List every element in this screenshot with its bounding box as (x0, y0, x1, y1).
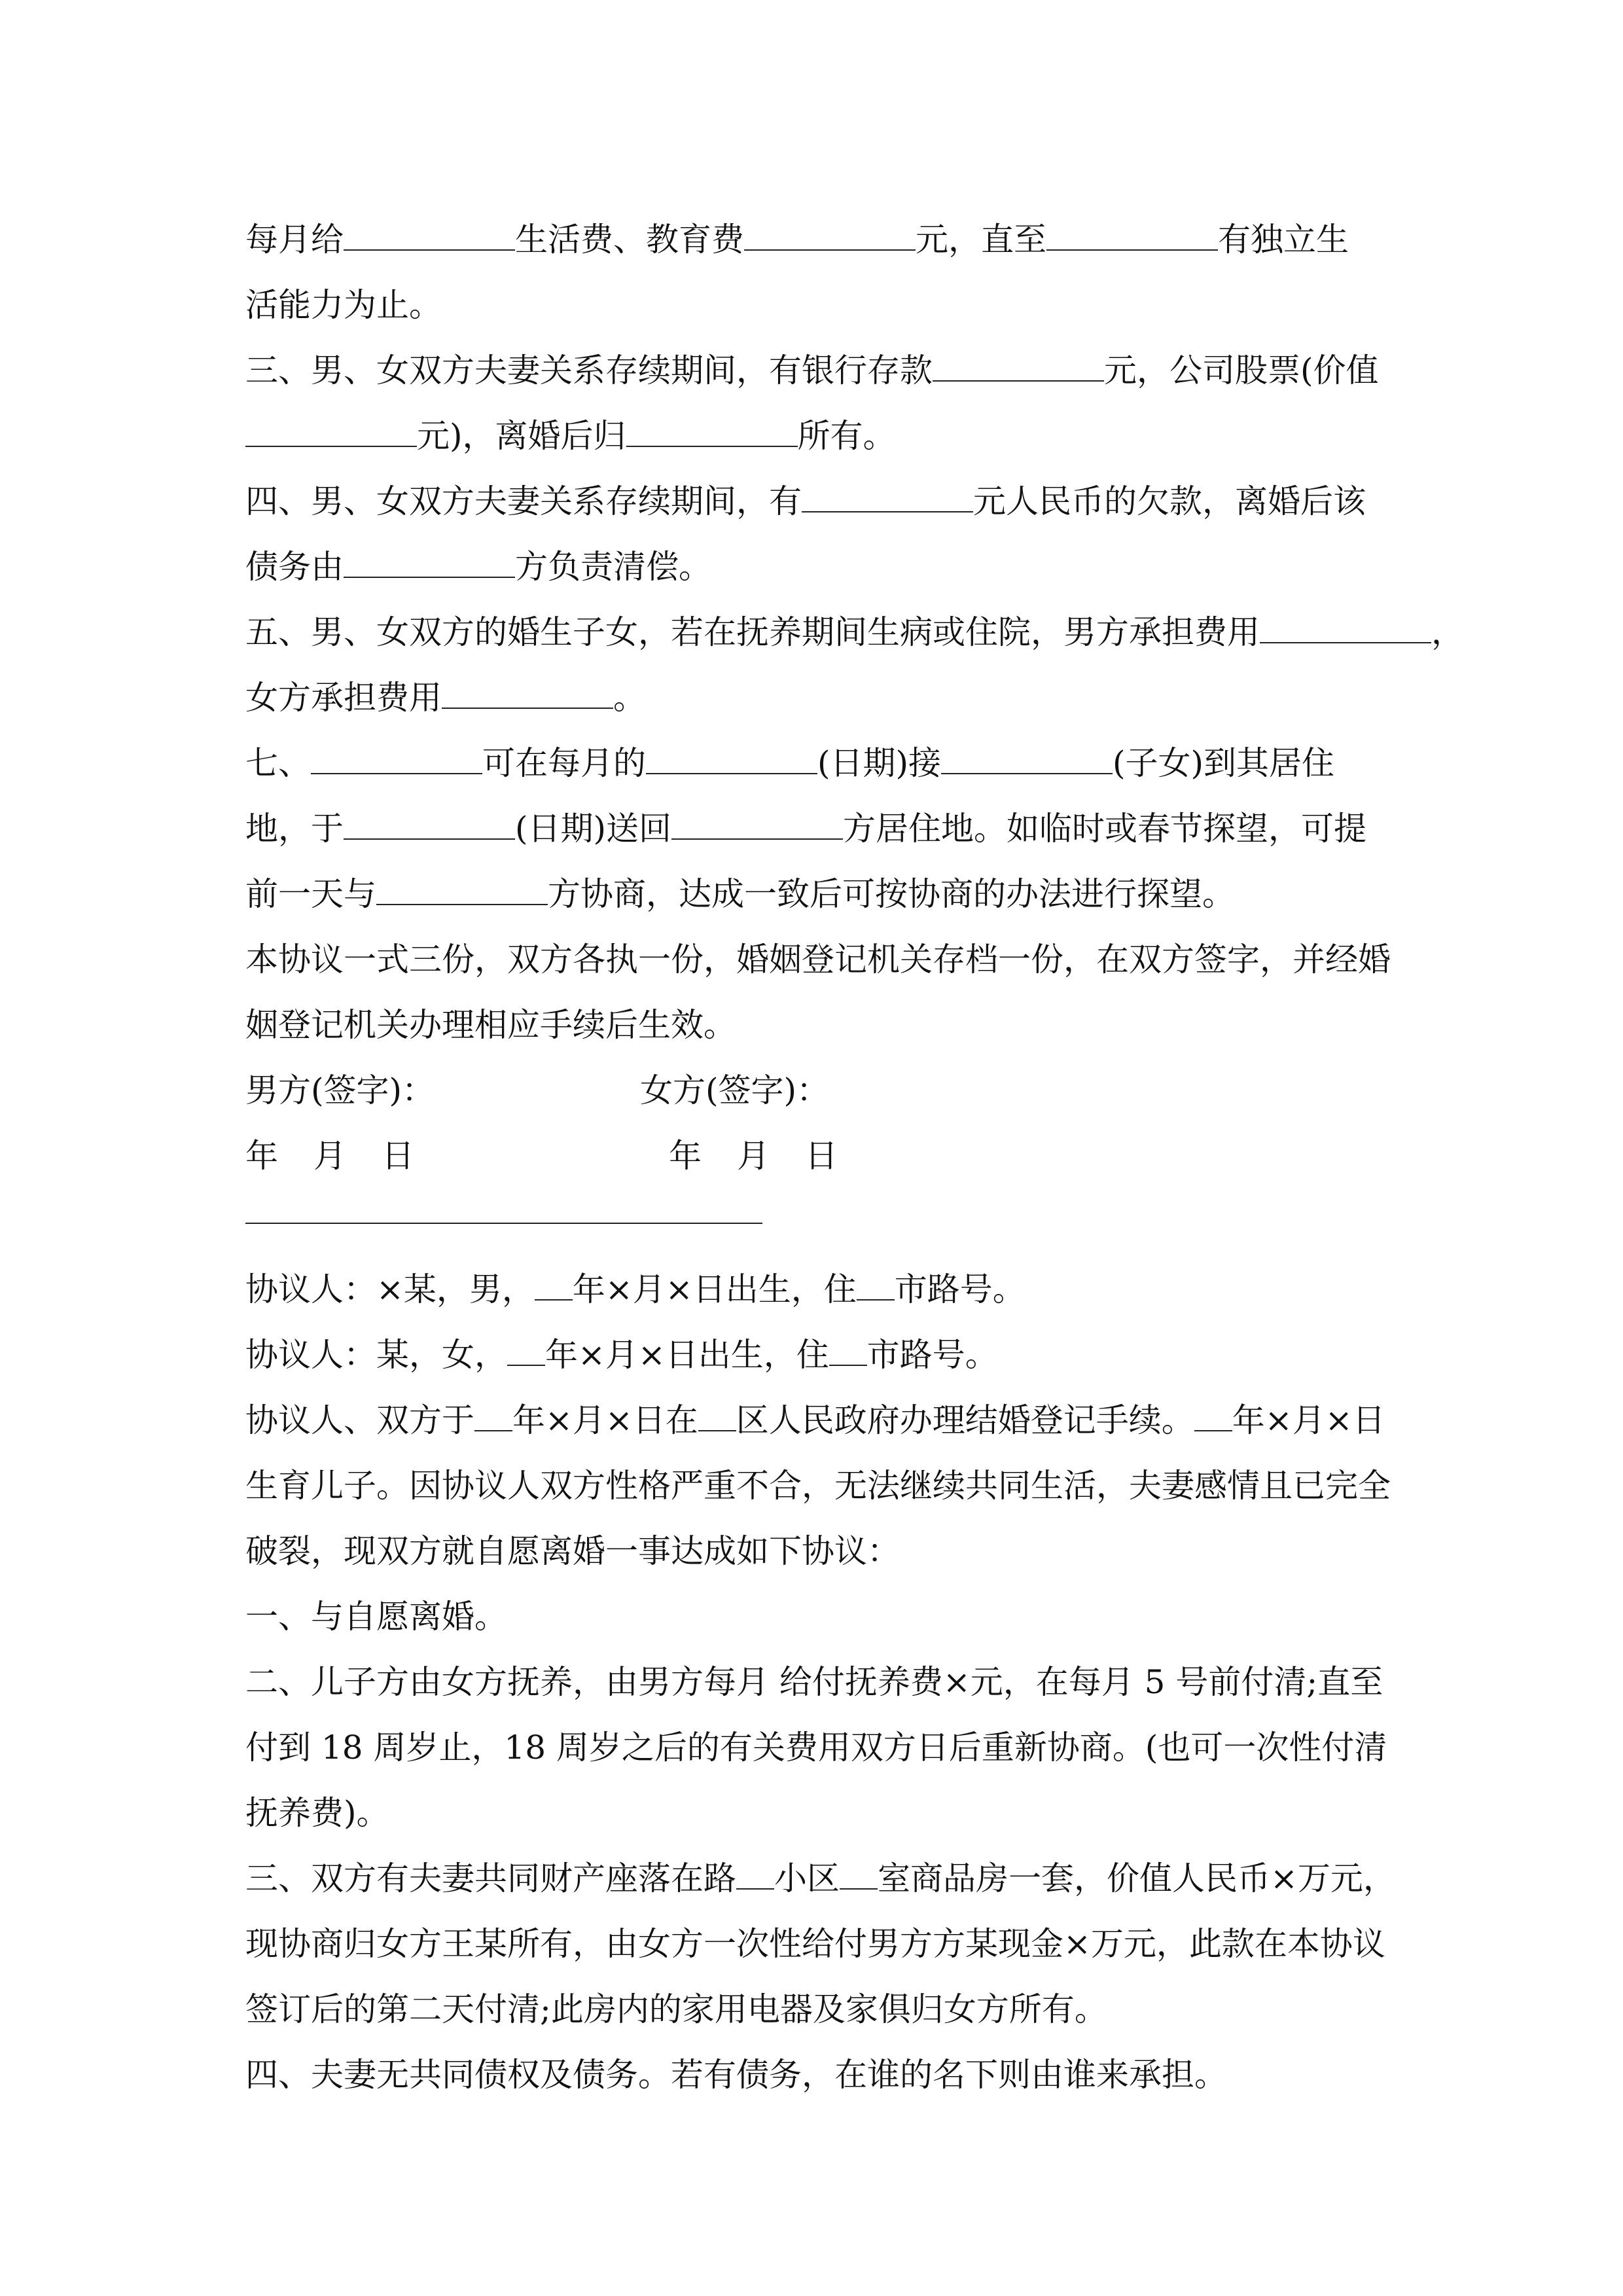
text-line: 破裂，现双方就自愿离婚一事达成如下协议： (245, 1532, 900, 1570)
fill-blank (857, 1274, 895, 1300)
fill-blank (245, 421, 417, 447)
fill-blank (933, 355, 1104, 382)
text-line: 抚养费)。 (245, 1794, 389, 1832)
fill-blank (829, 1340, 867, 1366)
text-line: 付到 18 周岁止，18 周岁之后的有关费用双方日后重新协商。(也可一次性付清 (245, 1729, 1387, 1767)
female-date: 年 月 日 (669, 1137, 838, 1175)
text-line: 元)，离婚后归 所有。 (245, 403, 1384, 469)
fill-blank (698, 1405, 736, 1431)
fill-blank (1260, 617, 1431, 643)
text-line: 四、夫妻无共同债权及债务。若有债务，在谁的名下则由谁来承担。 (245, 2056, 1227, 2094)
text-line: 活能力为止。 (245, 286, 442, 324)
text-line: 签订后的第二天付清;此房内的家用电器及家俱归女方所有。 (245, 1990, 1107, 2028)
fill-blank (474, 1405, 512, 1431)
text-line: 地，于 (日期)送回 方居住地。如临时或春节探望，可提 (245, 810, 1367, 848)
text-line: 生育儿子。因协议人双方性格严重不合，无法继续共同生活，夫妻感情且已完全 (245, 1467, 1391, 1505)
female-signature-label: 女方(签字)： (640, 1071, 830, 1109)
text-line: 债务由 方负责清偿。 (245, 548, 711, 586)
fill-blank (344, 814, 515, 840)
text-line: 协议人：某，女， 年×月×日出生，住 市路号。 (245, 1336, 998, 1374)
fill-blank (344, 552, 515, 578)
text-line: 前一天与 方协商，达成一致后可按协商的办法进行探望。 (245, 875, 1235, 913)
section-divider (245, 1189, 1384, 1257)
fill-blank (1194, 1405, 1232, 1431)
fill-blank (646, 748, 817, 774)
fill-blank (671, 814, 843, 840)
text-line: 二、儿子方由女方抚养，由男方每月 给付抚养费×元，在每月 5 号前付清;直至 (245, 1663, 1383, 1701)
text-line: 姻登记机关办理相应手续后生效。 (245, 1006, 736, 1044)
text-line: 一、与自愿离婚。 (245, 1598, 507, 1636)
male-date: 年 月 日 (245, 1137, 414, 1175)
fill-blank (376, 879, 548, 905)
text-line: 本协议一式三份，双方各执一份，婚姻登记机关存档一份，在双方签字，并经婚 (245, 941, 1391, 978)
text-line: 现协商归女方王某所有，由女方一次性给付男方方某现金×万元，此款在本协议 (245, 1925, 1385, 1963)
fill-blank (744, 224, 916, 251)
fill-blank (535, 1274, 573, 1300)
fill-blank (941, 748, 1113, 774)
text-line: 三、双方有夫妻共同财产座落在路 小区 室商品房一套，价值人民币×万元， (245, 1859, 1396, 1897)
fill-blank (802, 486, 973, 512)
text-line: 协议人、双方于 年×月×日在 区人民政府办理结婚登记手续。 年×月×日 (245, 1401, 1385, 1439)
text-line: 三、男、女双方夫妻关系存续期间，有银行存款 元，公司股票(价值 (245, 351, 1379, 389)
fill-blank (736, 1863, 774, 1890)
male-signature-label: 男方(签字)： (245, 1071, 435, 1109)
fill-blank (840, 1863, 878, 1890)
fill-blank (442, 683, 613, 709)
text-line: 五、男、女双方的婚生子女，若在抚养期间生病或住院，男方承担费用 ， (245, 613, 1464, 651)
date-row (245, 1123, 1384, 1189)
fill-blank (1046, 224, 1218, 251)
signature-row (245, 1058, 1384, 1123)
text-line: 四、男、女双方夫妻关系存续期间，有 元人民币的欠款，离婚后该 (245, 482, 1366, 520)
text-line: 每月给 生活费、教育费 元，直至 有独立生 (245, 221, 1349, 259)
fill-blank (507, 1340, 545, 1366)
text-line: 七、 可在每月的 (日期)接 (子女)到其居住 (245, 744, 1335, 782)
fill-blank (626, 421, 798, 447)
document-page (245, 207, 1464, 2108)
text-line: 女方承担费用 。 (245, 679, 646, 717)
fill-blank (344, 224, 515, 251)
fill-blank (311, 748, 482, 774)
text-line: 协议人：×某，男， 年×月×日出生，住 市路号。 (245, 1270, 1026, 1308)
